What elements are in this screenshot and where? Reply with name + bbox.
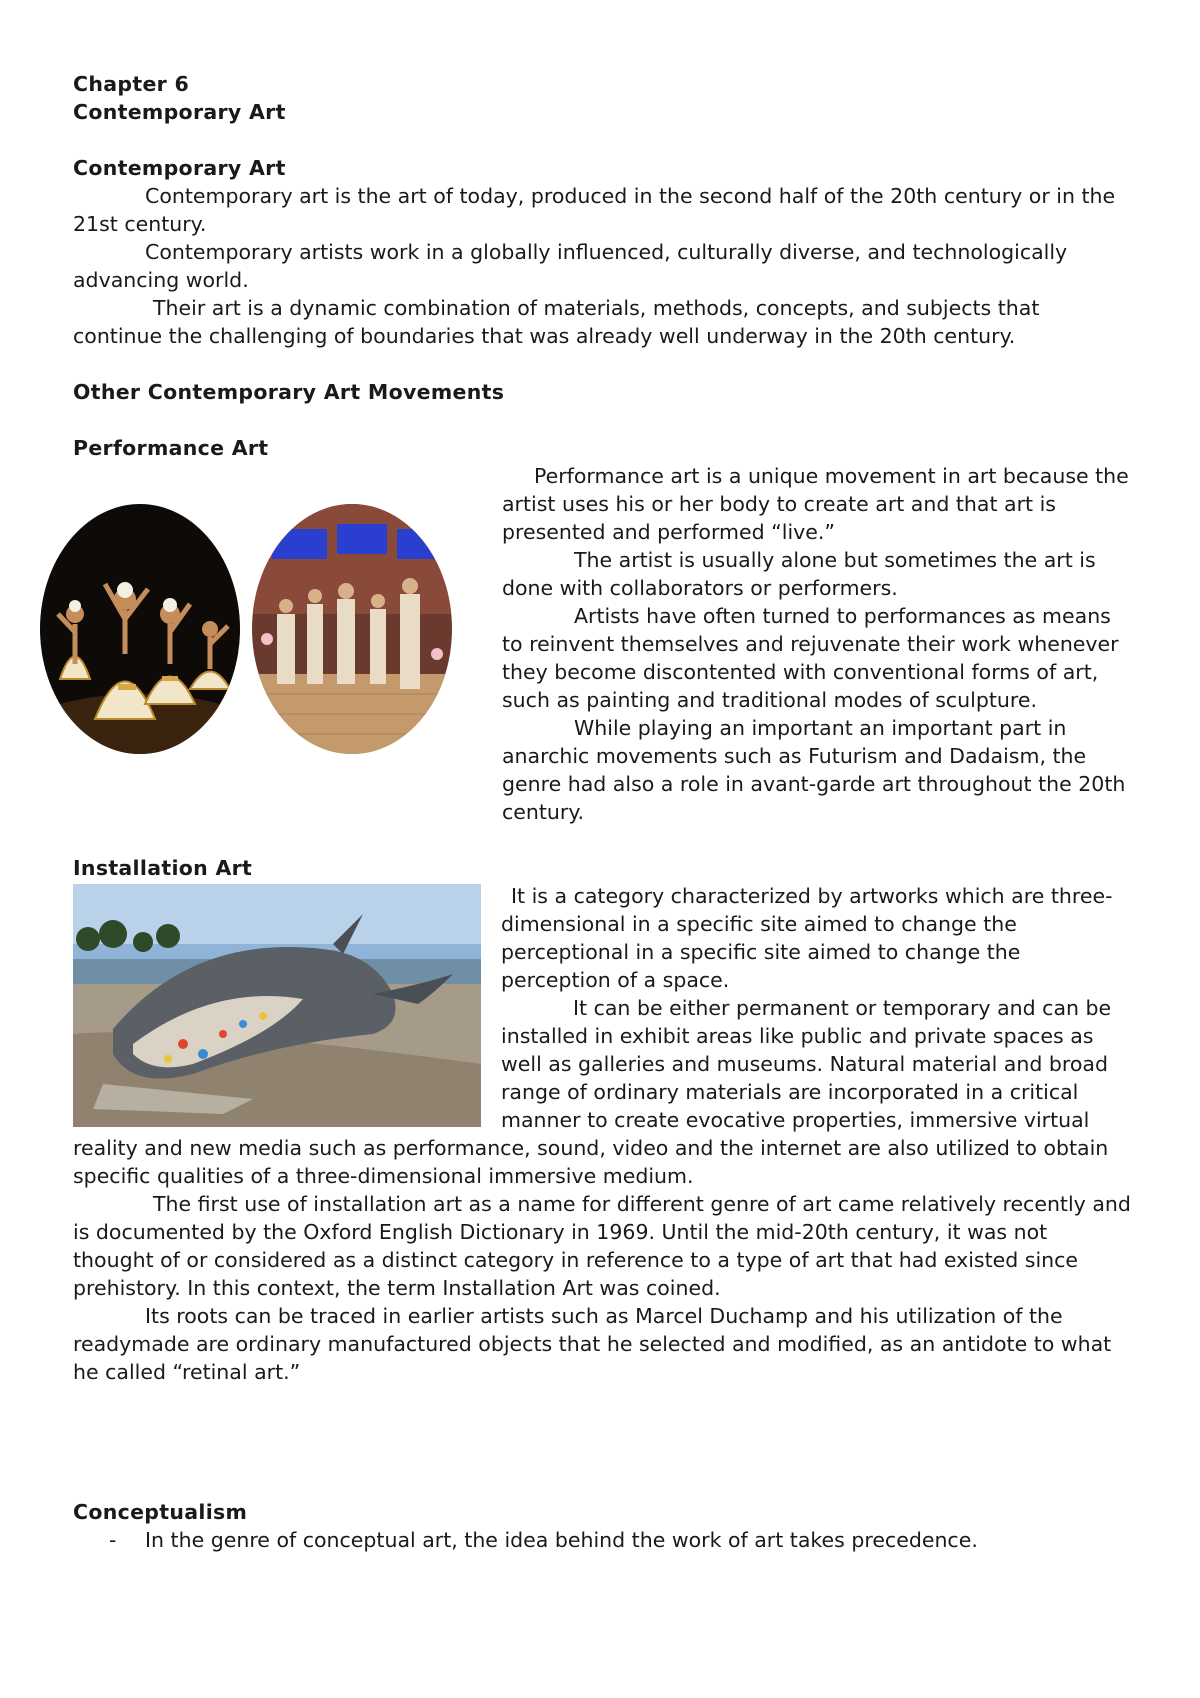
intro-heading: Contemporary Art <box>73 156 286 180</box>
intro-paragraph-3: Their art is a dynamic combination of materials, methods, concepts, and subjects that continue the challenging of boundaries that was already well underway in the 20th century. <box>73 296 1040 348</box>
whale-installation-photo <box>73 884 481 1127</box>
intro-paragraph-1: Contemporary art is the art of today, produced in the second half of the 20th century or in the 21st century. <box>73 184 1116 236</box>
performance-paragraph-2: The artist is usually alone but sometimes the art is done with collaborators or performers. <box>502 548 1096 600</box>
stage-performance-photo <box>252 504 452 754</box>
list-item <box>73 1526 1133 1554</box>
installation-paragraph-1: It is a category characterized by artworks which are three-dimensional in a specific site aimed to change the perceptional in a specific site aimed to change the perception of a space. <box>501 884 1113 992</box>
chapter-label: Chapter 6 <box>73 72 190 96</box>
installation-section <box>73 882 1133 1386</box>
chapter-title: Contemporary Art <box>73 100 286 124</box>
installation-paragraph-2: It can be either permanent or temporary and can be installed in exhibit areas like public and private spaces as well as galleries and museums. Natural material and broad range of ordinary materials are incorporated in a critical manner to create evocative properties, immersive virtual reality and new media such as performance, sound, video and the internet are also utilized to obtain specific qualities of a three-dimensional immersive medium. <box>73 996 1112 1188</box>
document-page <box>73 70 1133 1554</box>
conceptualism-item-1: In the genre of conceptual art, the idea behind the work of art takes precedence. <box>145 1528 978 1552</box>
installation-paragraph-4: Its roots can be traced in earlier artists such as Marcel Duchamp and his utilization of the readymade are ordinary manufactured objects that he selected and modified, as an antidote to what he called “retinal art.” <box>73 1304 1112 1384</box>
installation-heading: Installation Art <box>73 856 253 880</box>
performance-paragraph-1: Performance art is a unique movement in art because the artist uses his or her body to create art and that art is presented and performed “live.” <box>502 464 1129 544</box>
conceptualism-heading: Conceptualism <box>73 1500 248 1524</box>
movements-heading: Other Contemporary Art Movements <box>73 380 505 404</box>
performance-section <box>73 462 1133 826</box>
performance-paragraph-3: Artists have often turned to performances as means to reinvent themselves and rejuvenate their work whenever they become discontented with conventional forms of art, such as painting and traditional modes of sculpture. <box>502 604 1119 712</box>
performance-images <box>40 504 440 804</box>
intro-paragraph-2: Contemporary artists work in a globally influenced, culturally diverse, and technologically advancing world. <box>73 240 1068 292</box>
performance-paragraph-4: While playing an important an important part in anarchic movements such as Futurism and Dadaism, the genre had also a role in avant-garde art throughout the 20th century. <box>502 716 1126 824</box>
dancers-photo <box>40 504 240 754</box>
installation-paragraph-3: The first use of installation art as a name for different genre of art came relatively recently and is documented by the Oxford English Dictionary in 1969. Until the mid-20th century, it was not thought of or considered as a distinct category in reference to a type of art that had existed since prehistory. In this context, the term Installation Art was coined. <box>73 1192 1131 1300</box>
performance-heading: Performance Art <box>73 436 269 460</box>
bullet-mark: - <box>109 1528 117 1552</box>
